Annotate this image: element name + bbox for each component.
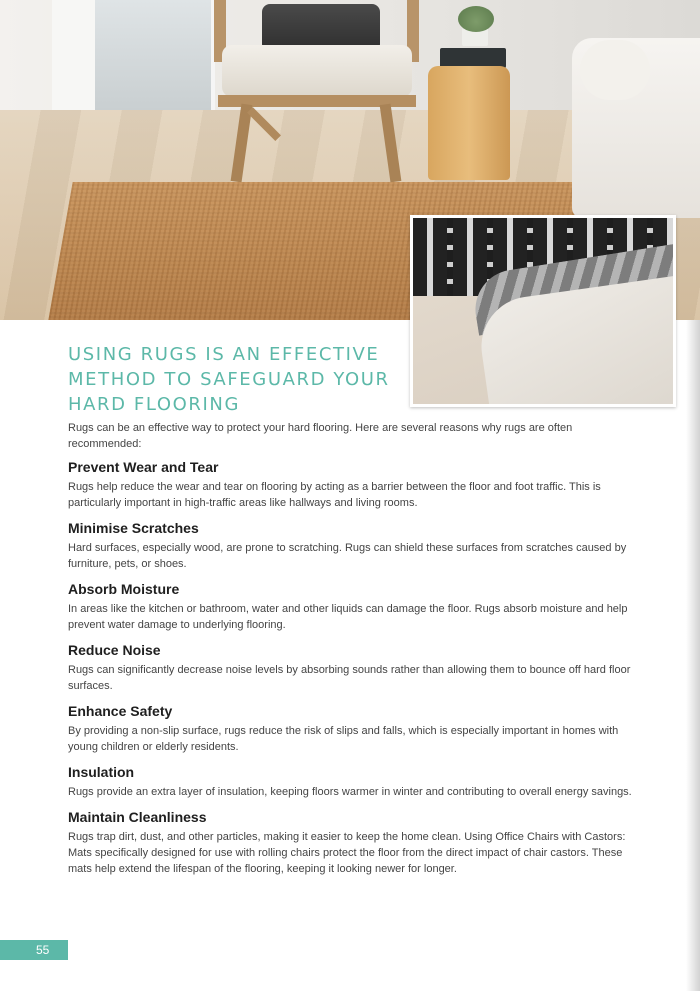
inset-photo-rug-underlay: [410, 215, 676, 407]
page-title-line: USING RUGS IS AN EFFECTIVE: [68, 344, 380, 365]
section-body: Rugs can significantly decrease noise levels by absorbing sounds rather than allowing them to bounce off hard floor surfaces.: [68, 664, 631, 692]
section-maintain-cleanliness: [68, 808, 643, 877]
section-heading: Minimise Scratches: [68, 520, 199, 536]
page-title-line: METHOD TO SAFEGUARD YOUR: [68, 369, 390, 390]
photo-door-frame: [52, 0, 97, 112]
section-reduce-noise: [68, 641, 643, 694]
section-body: Rugs trap dirt, dust, and other particles, making it easier to keep the home clean. Using Office Chairs with Castors: Mats specifically designed for use with rolling chairs protect the floor from the direct impact of chair castors. These mats help extend the lifespan of the flooring, keeping it looking newer for longer.: [68, 831, 626, 875]
section-body: By providing a non-slip surface, rugs reduce the risk of slips and falls, which is especially important in homes with young children or elderly residents.: [68, 725, 619, 753]
intro-paragraph: Rugs can be an effective way to protect your hard flooring. Here are several reasons why rugs are often recommended:: [68, 422, 573, 450]
page-number: 55: [0, 940, 68, 960]
section-minimise-scratches: [68, 519, 643, 572]
photo-books: [440, 48, 506, 68]
section-heading: Absorb Moisture: [68, 581, 180, 597]
section-body: Rugs help reduce the wear and tear on flooring by acting as a barrier between the floor and foot traffic. This is particularly important in high-traffic areas like hallways and living rooms.: [68, 481, 601, 509]
section-insulation: [68, 763, 643, 800]
page-title-line: HARD FLOORING: [68, 394, 241, 415]
photo-side-table: [428, 66, 510, 180]
photo-armchair-seat: [222, 45, 412, 97]
section-absorb-moisture: [68, 580, 643, 633]
photo-plant: [458, 6, 494, 32]
section-heading: Enhance Safety: [68, 703, 173, 719]
section-heading: Prevent Wear and Tear: [68, 459, 219, 475]
photo-window: [95, 0, 215, 110]
section-enhance-safety: [68, 702, 643, 755]
section-heading: Reduce Noise: [68, 642, 161, 658]
section-body: Rugs provide an extra layer of insulation, keeping floors warmer in winter and contributing to overall energy savings.: [68, 786, 632, 798]
section-heading: Insulation: [68, 764, 135, 780]
section-body: In areas like the kitchen or bathroom, water and other liquids can damage the floor. Rugs absorb moisture and help prevent water damage to underlying flooring.: [68, 603, 628, 631]
section-body: Hard surfaces, especially wood, are prone to scratching. Rugs can shield these surfaces from scratches caused by furniture, pets, or shoes.: [68, 542, 627, 570]
page-title: [68, 342, 408, 417]
section-prevent-wear: [68, 458, 643, 511]
benefits-list: [68, 458, 643, 885]
section-heading: Maintain Cleanliness: [68, 809, 207, 825]
photo-sofa-cushion: [580, 40, 650, 100]
